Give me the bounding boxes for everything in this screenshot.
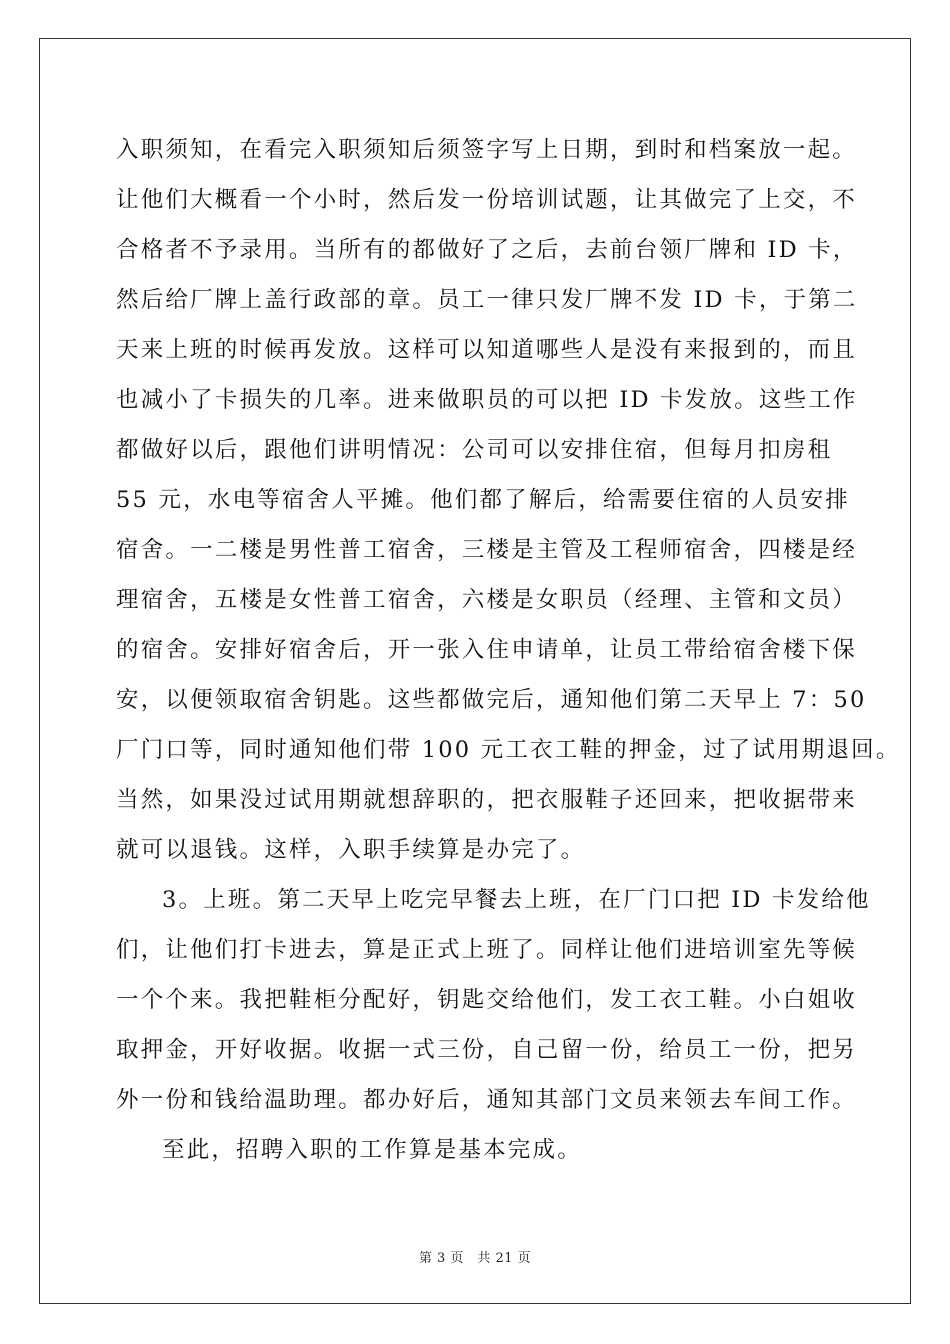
paragraph-line: 合格者不予录用。当所有的都做好了之后，去前台领厂牌和 ID 卡， (116, 237, 858, 263)
paragraph-line: 们，让他们打卡进去，算是正式上班了。同样让他们进培训室先等候 (116, 937, 858, 963)
paragraph-line: 55 元，水电等宿舍人平摊。他们都了解后，给需要住宿的人员安排 (116, 487, 850, 513)
paragraph-line: 让他们大概看一个小时，然后发一份培训试题，让其做完了上交，不 (116, 187, 858, 213)
paragraph-line: 理宿舍，五楼是女性普工宿舍，六楼是女职员（经理、主管和文员） (116, 587, 858, 613)
paragraph-line: 取押金，开好收据。收据一式三份，自己留一份，给员工一份，把另 (116, 1037, 858, 1063)
paragraph-line: 厂门口等，同时通知他们带 100 元工衣工鞋的押金，过了试用期退回。 (116, 737, 901, 763)
paragraph-line: 至此，招聘入职的工作算是基本完成。 (162, 1137, 582, 1163)
paragraph-line: 的宿舍。安排好宿舍后，开一张入住申请单，让员工带给宿舍楼下保 (116, 637, 858, 663)
paragraph-line: 外一份和钱给温助理。都办好后，通知其部门文员来领去车间工作。 (116, 1087, 858, 1113)
paragraph-line: 都做好以后，跟他们讲明情况：公司可以安排住宿，但每月扣房租 (116, 437, 833, 463)
paragraph-line: 也减小了卡损失的几率。进来做职员的可以把 ID 卡发放。这些工作 (116, 387, 858, 413)
document-body (116, 125, 901, 1175)
paragraph-line: 当然，如果没过试用期就想辞职的，把衣服鞋子还回来，把收据带来 (116, 787, 858, 813)
paragraph-line: 宿舍。一二楼是男性普工宿舍，三楼是主管及工程师宿舍，四楼是经 (116, 537, 858, 563)
paragraph-line: 然后给厂牌上盖行政部的章。员工一律只发厂牌不发 ID 卡，于第二 (116, 287, 858, 313)
paragraph-line: 入职须知，在看完入职须知后须签字写上日期，到时和档案放一起。 (116, 137, 858, 163)
paragraph-line: 一个个来。我把鞋柜分配好，钥匙交给他们，发工衣工鞋。小白姐收 (116, 987, 858, 1013)
paragraph-line: 3。上班。第二天早上吃完早餐去上班，在厂门口把 ID 卡发给他 (162, 887, 871, 913)
paragraph-line: 安，以便领取宿舍钥匙。这些都做完后，通知他们第二天早上 7：50 (116, 687, 867, 713)
paragraph-line: 就可以退钱。这样，入职手续算是办完了。 (116, 837, 586, 863)
page-number: 第 3 页 共 21 页 (418, 1251, 532, 1266)
paragraph-line: 天来上班的时候再发放。这样可以知道哪些人是没有来报到的，而且 (116, 337, 858, 363)
